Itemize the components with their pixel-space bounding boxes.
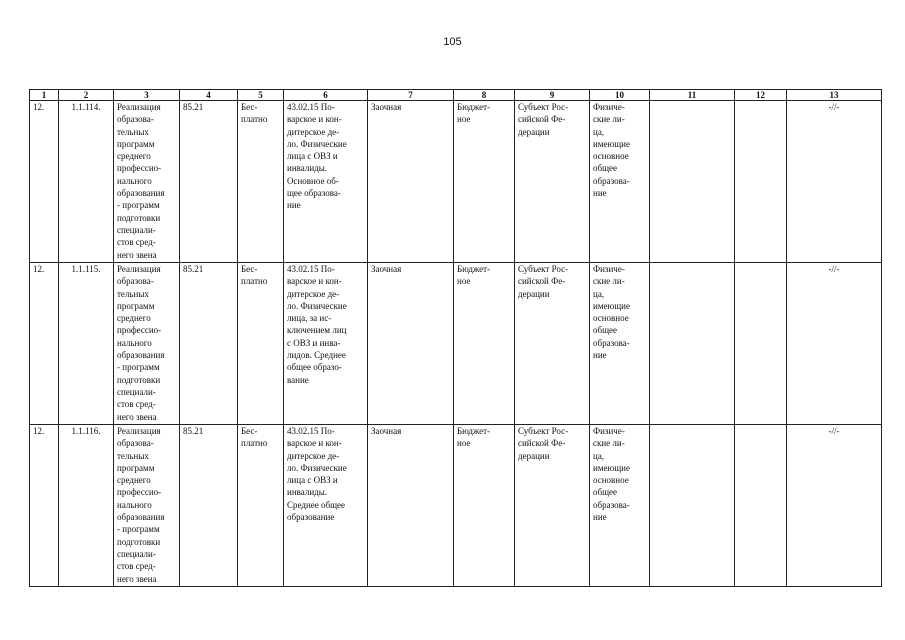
service-code: 1.1.115. bbox=[59, 263, 114, 425]
budget-type: Бюджет- ное bbox=[454, 101, 515, 263]
cell-col12 bbox=[735, 263, 787, 425]
service-name: Реализация образова- тельных программ среднего профессио- нального образования - программ подготовки специали- стов сред- него звена bbox=[114, 425, 180, 587]
header-row bbox=[30, 90, 882, 101]
table-row bbox=[30, 263, 882, 425]
founder-subject: Субъект Рос- сийской Фе- дерации bbox=[515, 425, 590, 587]
column-header: 12 bbox=[735, 90, 787, 101]
ditto-mark: -//- bbox=[787, 101, 882, 263]
row-number: 12. bbox=[30, 263, 59, 425]
service-code: 1.1.114. bbox=[59, 101, 114, 263]
cell-col12 bbox=[735, 101, 787, 263]
cell-col11 bbox=[650, 263, 735, 425]
column-header: 1 bbox=[30, 90, 59, 101]
table-row bbox=[30, 425, 882, 587]
study-form: Заочная bbox=[368, 425, 454, 587]
column-header: 2 bbox=[59, 90, 114, 101]
row-number: 12. bbox=[30, 425, 59, 587]
budget-type: Бюджет- ное bbox=[454, 425, 515, 587]
service-name: Реализация образова- тельных программ среднего профессио- нального образования - программ подготовки специали- стов сред- него звена bbox=[114, 263, 180, 425]
program-description: 43.02.15 По- варское и кон- дитерское де- ло. Физические лица, за ис- ключением лиц с ОВЗ и инва- лидов. Среднее общее образо- вание bbox=[284, 263, 368, 425]
ditto-mark: -//- bbox=[787, 263, 882, 425]
okved-code: 85.21 bbox=[180, 101, 238, 263]
column-header: 13 bbox=[787, 90, 882, 101]
service-name: Реализация образова- тельных программ среднего профессио- нального образования - программ подготовки специали- стов сред- него звена bbox=[114, 101, 180, 263]
column-header: 6 bbox=[284, 90, 368, 101]
column-header: 3 bbox=[114, 90, 180, 101]
founder-subject: Субъект Рос- сийской Фе- дерации bbox=[515, 101, 590, 263]
payment-type: Бес- платно bbox=[238, 263, 284, 425]
cell-col11 bbox=[650, 425, 735, 587]
row-number: 12. bbox=[30, 101, 59, 263]
founder-subject: Субъект Рос- сийской Фе- дерации bbox=[515, 263, 590, 425]
ditto-mark: -//- bbox=[787, 425, 882, 587]
program-description: 43.02.15 По- варское и кон- дитерское де- ло. Физические лица с ОВЗ и инвалиды. Среднее общее образование bbox=[284, 425, 368, 587]
service-code: 1.1.116. bbox=[59, 425, 114, 587]
column-header: 9 bbox=[515, 90, 590, 101]
column-header: 8 bbox=[454, 90, 515, 101]
column-header: 5 bbox=[238, 90, 284, 101]
page-number: 105 bbox=[443, 36, 462, 48]
study-form: Заочная bbox=[368, 263, 454, 425]
column-header: 7 bbox=[368, 90, 454, 101]
column-header: 11 bbox=[650, 90, 735, 101]
table-row bbox=[30, 101, 882, 263]
study-form: Заочная bbox=[368, 101, 454, 263]
column-header: 10 bbox=[590, 90, 650, 101]
consumer-category: Физиче- ские ли- ца, имеющие основное общее образова- ние bbox=[590, 101, 650, 263]
consumer-category: Физиче- ские ли- ца, имеющие основное общее образова- ние bbox=[590, 263, 650, 425]
payment-type: Бес- платно bbox=[238, 425, 284, 587]
payment-type: Бес- платно bbox=[238, 101, 284, 263]
okved-code: 85.21 bbox=[180, 425, 238, 587]
consumer-category: Физиче- ские ли- ца, имеющие основное общее образова- ние bbox=[590, 425, 650, 587]
budget-type: Бюджет- ное bbox=[454, 263, 515, 425]
program-description: 43.02.15 По- варское и кон- дитерское де- ло. Физические лица с ОВЗ и инвалиды. Основное об- щее образова- ние bbox=[284, 101, 368, 263]
cell-col11 bbox=[650, 101, 735, 263]
column-header: 4 bbox=[180, 90, 238, 101]
services-table bbox=[29, 89, 882, 587]
okved-code: 85.21 bbox=[180, 263, 238, 425]
cell-col12 bbox=[735, 425, 787, 587]
